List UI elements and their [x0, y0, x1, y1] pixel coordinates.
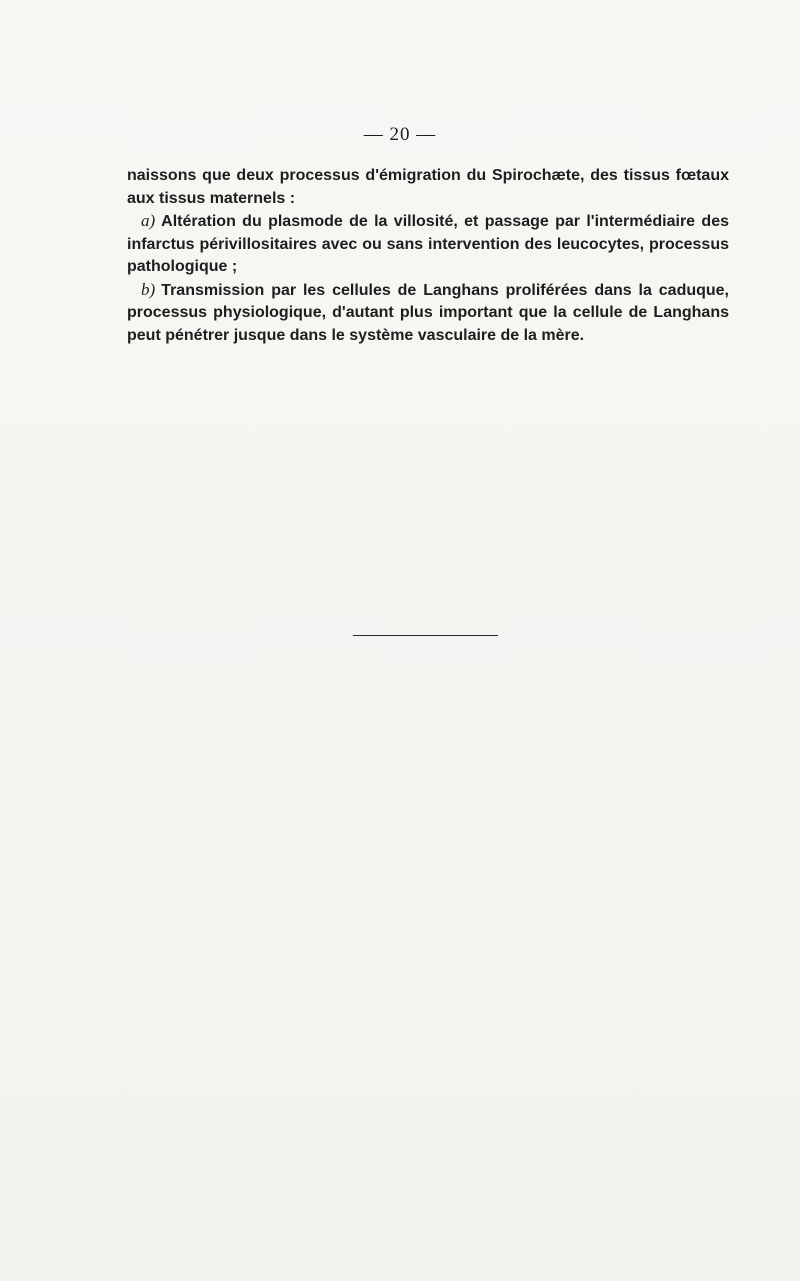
list-marker-b: b)	[141, 279, 156, 299]
list-item-b	[127, 279, 729, 348]
page-number: — 20 —	[363, 124, 437, 145]
intro-paragraph: naissons que deux processus d'émigration du Spirochæte, des tissus fœtaux aux tissus maternels :	[127, 167, 729, 207]
list-marker-a: a)	[141, 211, 156, 230]
list-item-a	[127, 210, 729, 279]
list-text-b: Transmission par les cellules de Langhans proliférées dans la caduque, processus physiologique, d'autant plus important que la cellule de Langhans peut pénétrer jusque dans le système vasculaire de la mère.	[127, 281, 729, 344]
section-divider	[353, 635, 498, 636]
list-text-a: Altération du plasmode de la villosité, et passage par l'intermédiaire des infarctus périvillositaires avec ou sans intervention des leucocytes, processus pathologique ;	[127, 213, 729, 275]
body-text	[127, 165, 729, 347]
